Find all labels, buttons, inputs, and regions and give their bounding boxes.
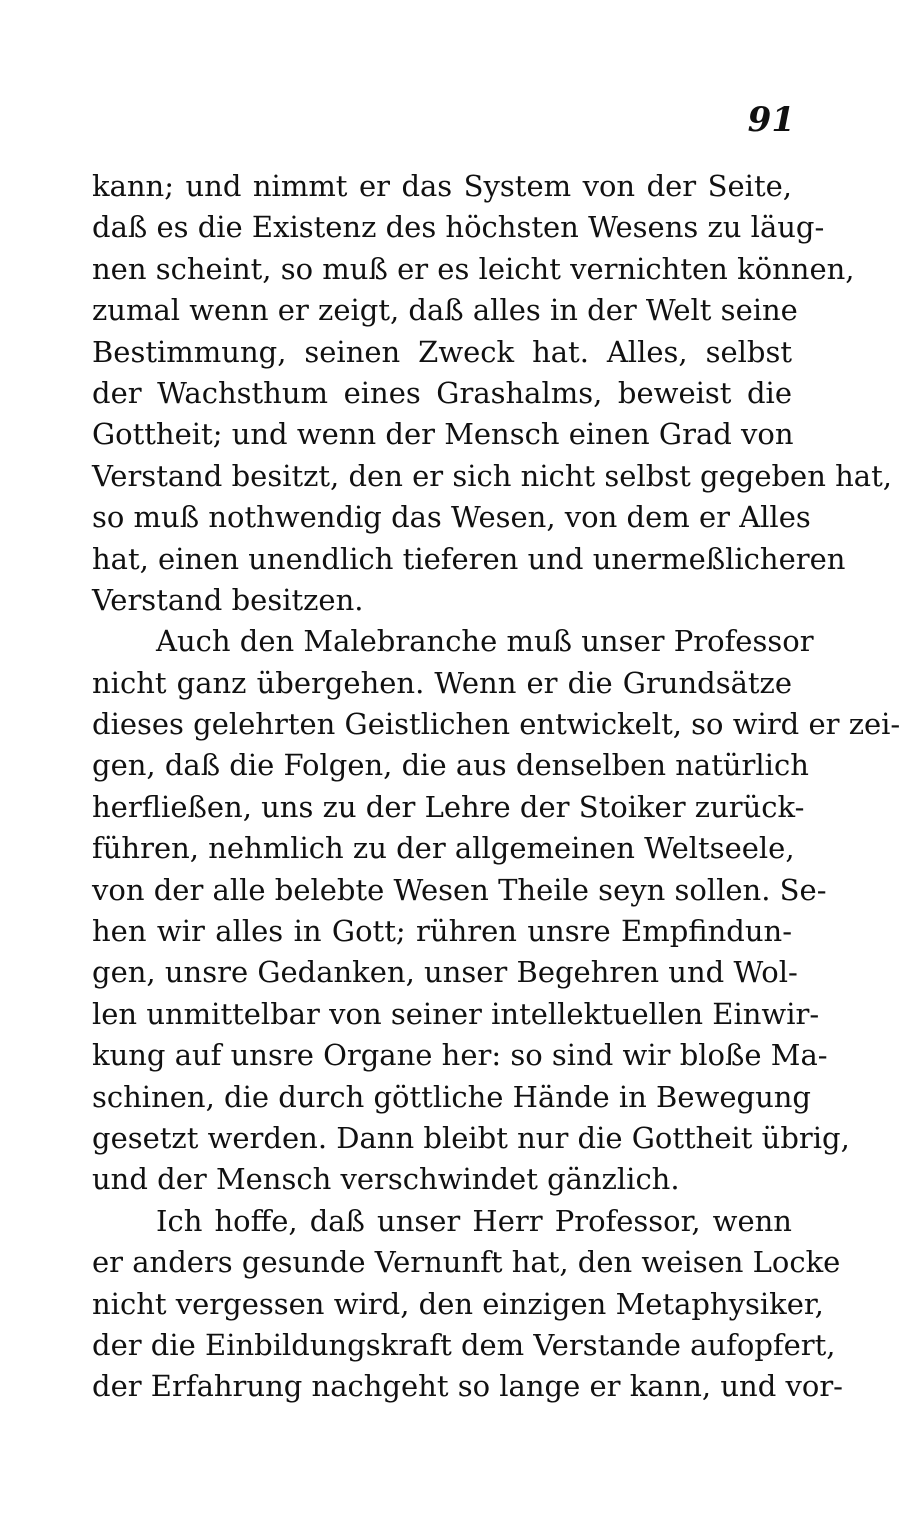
text-line: dieses gelehrten Geistlichen entwickelt, so wird er zei- <box>92 707 900 742</box>
text-line: hen wir alles in Gott; rühren unsre Empfindun- <box>92 914 792 949</box>
text-line: hat, einen unendlich tieferen und unermeßlicheren <box>92 541 846 576</box>
text-line: kann; und nimmt er das System von der Seite, <box>92 169 792 203</box>
text-line: daß es die Existenz des höchsten Wesens zu läug- <box>92 210 825 245</box>
text-line: und der Mensch verschwindet gänzlich. <box>92 1162 680 1197</box>
text-line: gen, daß die Folgen, die aus denselben natürlich <box>92 748 809 783</box>
text-line: so muß nothwendig das Wesen, von dem er Alles <box>92 500 811 535</box>
text-line: Gottheit; und wenn der Mensch einen Grad von <box>92 417 794 452</box>
text-line: Verstand besitzt, den er sich nicht selbst gegeben hat, <box>92 458 892 493</box>
text-line: nen scheint, so muß er es leicht vernichten können, <box>92 251 855 286</box>
text-line: schinen, die durch göttliche Hände in Bewegung <box>92 1079 811 1114</box>
body-text <box>92 166 900 1408</box>
text-line: Bestimmung, seinen Zweck hat. Alles, selbst <box>92 334 792 369</box>
text-line: er anders gesunde Vernunft hat, den weisen Locke <box>92 1245 841 1280</box>
text-line: nicht vergessen wird, den einzigen Metaphysiker, <box>92 1286 824 1321</box>
text-line: kung auf unsre Organe her: so sind wir bloße Ma- <box>92 1038 828 1073</box>
text-line: Auch den Malebranche muß unser Professor <box>156 624 814 659</box>
text-line: der Wachsthum eines Grashalms, beweist die <box>92 375 792 410</box>
text-line: zumal wenn er zeigt, daß alles in der Welt seine <box>92 293 798 328</box>
text-line: der die Einbildungskraft dem Verstande aufopfert, <box>92 1327 836 1362</box>
text-line: len unmittelbar von seiner intellektuellen Einwir- <box>92 996 820 1031</box>
text-line: gen, unsre Gedanken, unser Begehren und Wol- <box>92 955 798 990</box>
text-line: führen, nehmlich zu der allgemeinen Weltseele, <box>92 831 795 866</box>
text-line: gesetzt werden. Dann bleibt nur die Gottheit übrig, <box>92 1120 850 1155</box>
text-line: Verstand besitzen. <box>92 582 364 617</box>
page-number: 91 <box>747 100 795 140</box>
text-line: der Erfahrung nachgeht so lange er kann, und vor- <box>92 1369 843 1404</box>
text-line: von der alle belebte Wesen Theile seyn sollen. Se- <box>92 872 827 907</box>
text-line: herfließen, uns zu der Lehre der Stoiker zurück- <box>92 789 805 824</box>
text-line: Ich hoffe, daß unser Herr Professor, wenn <box>156 1203 792 1238</box>
text-line: nicht ganz übergehen. Wenn er die Grundsätze <box>92 665 792 700</box>
